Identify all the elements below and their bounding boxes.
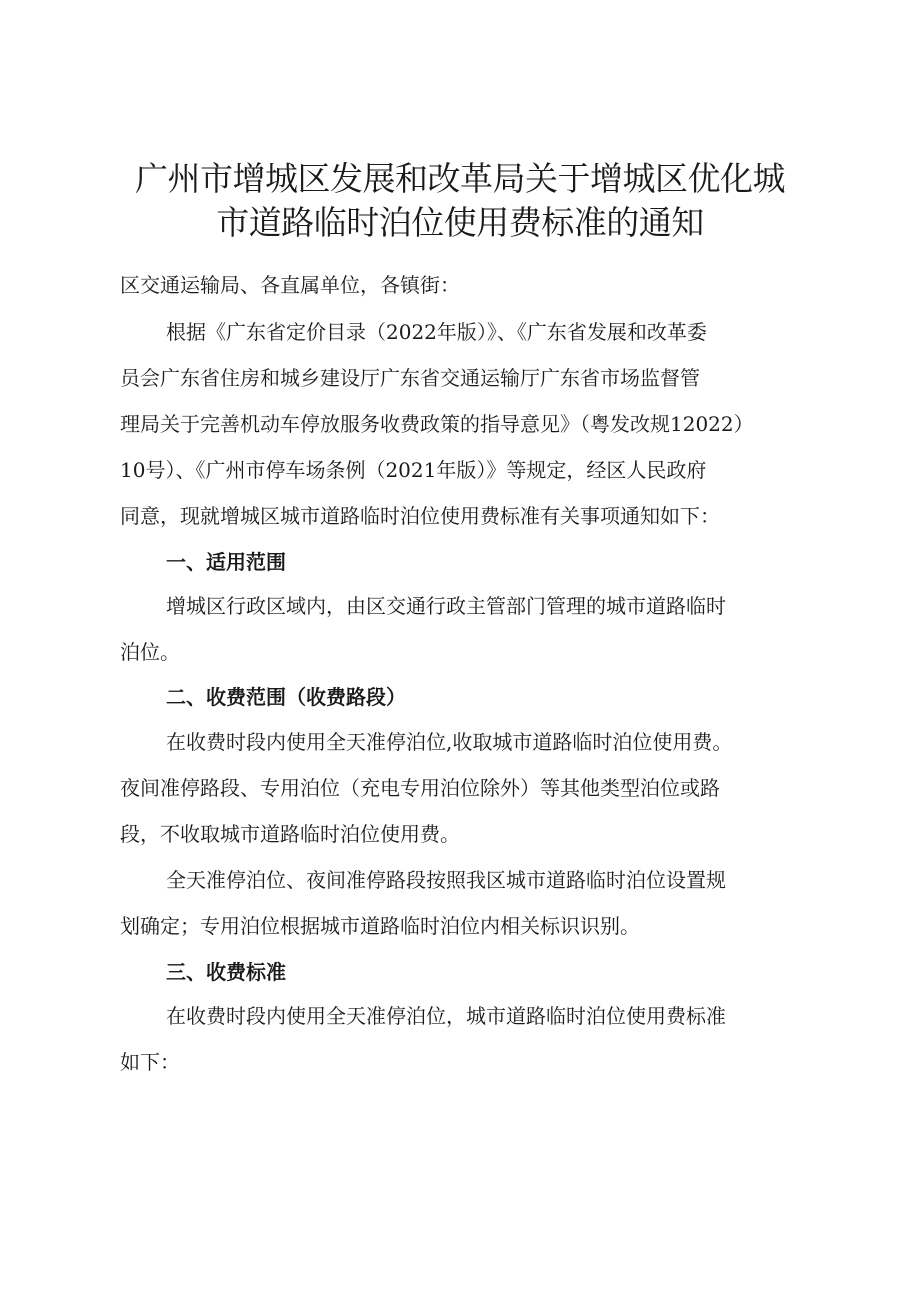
intro-line: 理局关于完善机动车停放服务收费政策的指导意见》（粤发改规12022） bbox=[120, 412, 754, 436]
intro-line: 同意，现就增城区城市道路临时泊位使用费标准有关事项通知如下： bbox=[120, 504, 720, 528]
salutation: 区交通运输局、各直属单位，各镇街： bbox=[120, 273, 460, 297]
section-body-line: 在收费时段内使用全天准停泊位,收取城市道路临时泊位使用费。 bbox=[166, 730, 733, 754]
section-body-line: 如下： bbox=[120, 1050, 180, 1074]
intro-line: 10号）、《广州市停车场条例（2021年版）》等规定，经区人民政府 bbox=[120, 458, 707, 482]
section-body-line: 划确定；专用泊位根据城市道路临时泊位内相关标识识别。 bbox=[120, 914, 640, 938]
section-body-line: 在收费时段内使用全天准停泊位，城市道路临时泊位使用费标准 bbox=[166, 1004, 726, 1028]
section-heading-charging-range: 二、收费范围（收费路段） bbox=[166, 685, 406, 709]
section-heading-scope: 一、适用范围 bbox=[166, 550, 286, 574]
intro-line: 根据《广东省定价目录（2022年版）》、《广东省发展和改革委 bbox=[166, 320, 707, 344]
document-title-line-1: 广州市增城区发展和改革局关于增城区优化城 bbox=[135, 159, 785, 198]
section-body-line: 泊位。 bbox=[120, 640, 180, 664]
intro-line: 员会广东省住房和城乡建设厅广东省交通运输厅广东省市场监督管 bbox=[120, 366, 700, 390]
section-body-line: 全天准停泊位、夜间准停路段按照我区城市道路临时泊位设置规 bbox=[166, 868, 726, 892]
section-body-line: 增城区行政区域内，由区交通行政主管部门管理的城市道路临时 bbox=[166, 594, 726, 618]
section-body-line: 夜间准停路段、专用泊位（充电专用泊位除外）等其他类型泊位或路 bbox=[120, 776, 720, 800]
section-heading-charging-standard: 三、收费标准 bbox=[166, 960, 286, 984]
document-title-line-2: 市道路临时泊位使用费标准的通知 bbox=[216, 203, 704, 242]
section-body-line: 段，不收取城市道路临时泊位使用费。 bbox=[120, 822, 460, 846]
